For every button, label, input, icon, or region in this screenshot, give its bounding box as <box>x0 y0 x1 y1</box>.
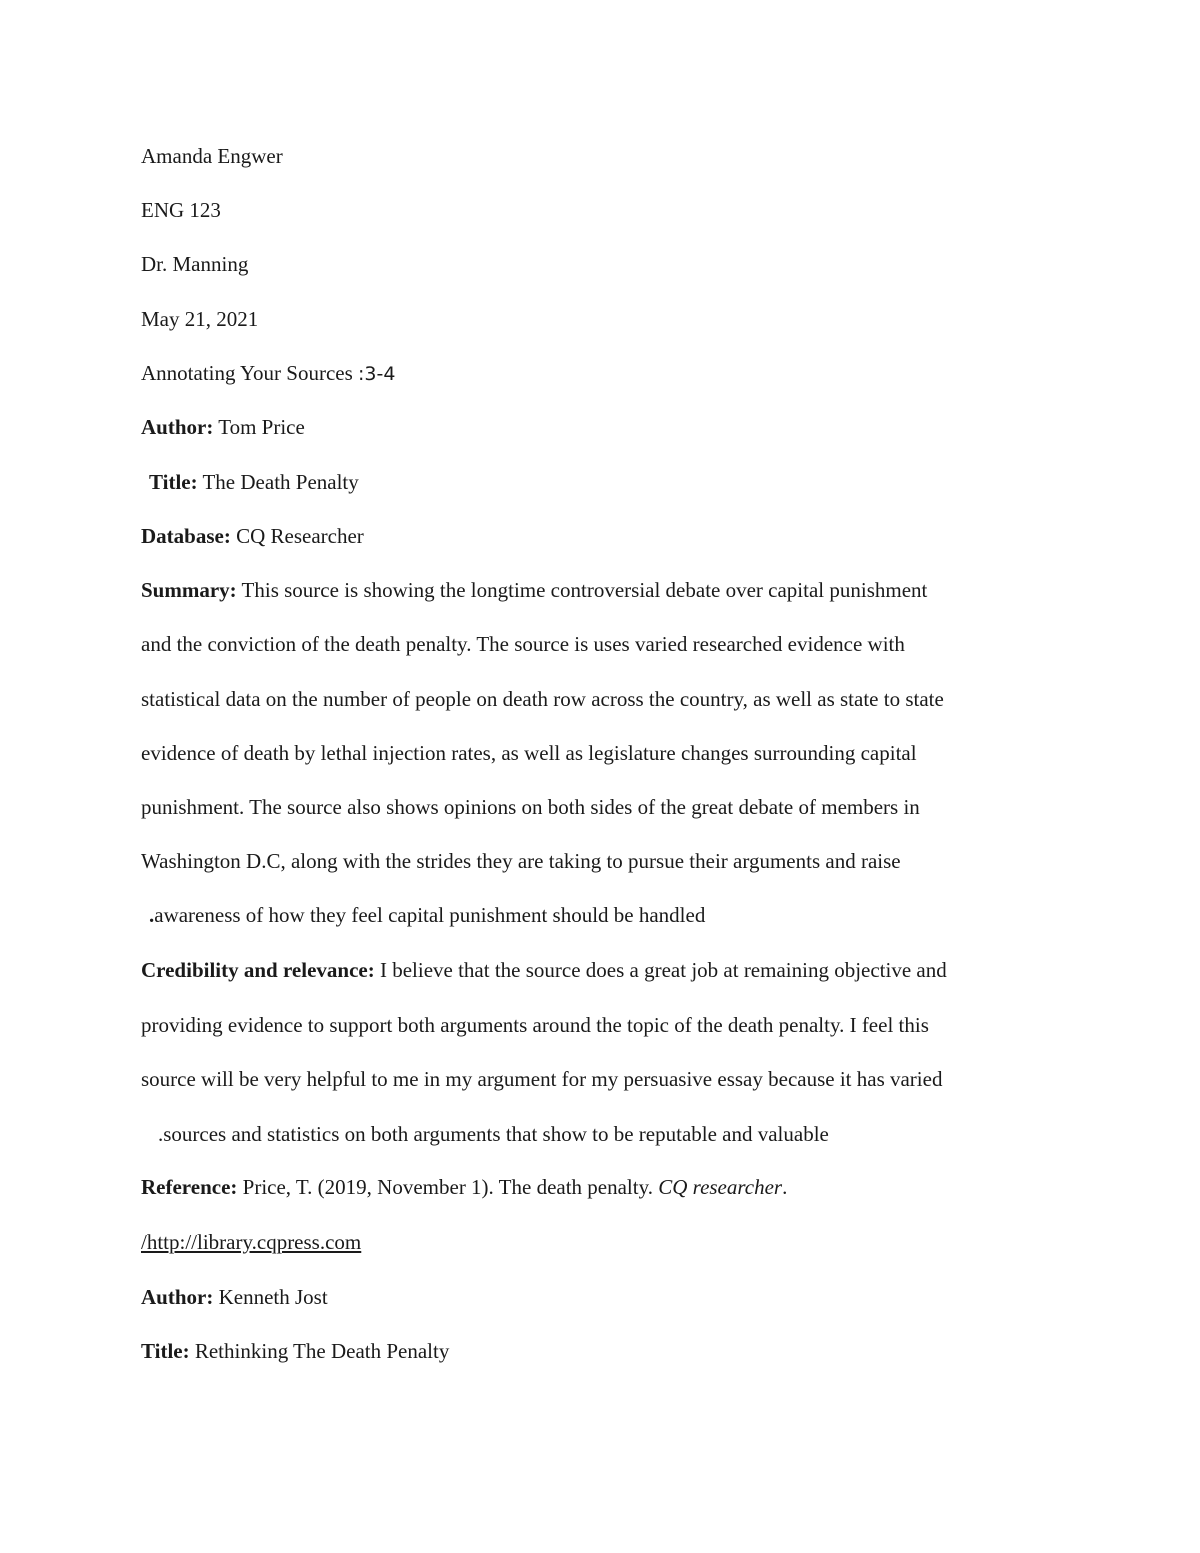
summary-line-6: Washington D.C, along with the strides they are taking to pursue their arguments and raise <box>141 849 901 873</box>
reference-label: Reference: <box>141 1175 238 1199</box>
summary-text: This source is showing the longtime controversial debate over capital punishment <box>241 578 928 602</box>
source1-database <box>141 522 364 550</box>
reference-text: Price, T. (2019, November 1). The death penalty. <box>242 1175 653 1199</box>
summary-line-2: and the conviction of the death penalty. The source is uses varied researched evidence with <box>141 632 905 656</box>
summary-last-text: awareness of how they feel capital punishment should be handled <box>154 903 706 927</box>
title-label: Title: <box>141 1339 190 1363</box>
credibility-line-1 <box>141 956 947 984</box>
author-label: Author: <box>141 1285 214 1309</box>
assignment-suffix: :3-4 <box>358 363 396 385</box>
reference-end: . <box>782 1175 788 1199</box>
credibility-text: I believe that the source does a great job at remaining objective and <box>379 958 947 982</box>
credibility-line-4: .sources and statistics on both arguments that show to be reputable and valuable <box>158 1122 829 1146</box>
reference-line <box>141 1173 787 1201</box>
reference-url-line <box>141 1228 361 1256</box>
database-label: Database: <box>141 524 231 548</box>
summary-line-7 <box>149 901 705 929</box>
student-name: Amanda Engwer <box>141 144 283 168</box>
summary-line-4: evidence of death by lethal injection rates, as well as legislature changes surrounding capital <box>141 741 917 765</box>
summary-line-3: statistical data on the number of people on death row across the country, as well as state to state <box>141 687 944 711</box>
source2-author <box>141 1283 328 1311</box>
summary-line-5: punishment. The source also shows opinions on both sides of the great debate of members in <box>141 795 920 819</box>
author-value: Tom Price <box>218 415 305 439</box>
assignment-title <box>141 359 395 388</box>
reference-journal: CQ researcher <box>658 1175 783 1199</box>
source2-title <box>141 1337 449 1365</box>
source1-author <box>141 413 305 441</box>
author-value: Kenneth Jost <box>218 1285 328 1309</box>
title-value: The Death Penalty <box>202 470 359 494</box>
course-name: ENG 123 <box>141 198 221 222</box>
assignment-title-text: Annotating Your Sources <box>141 361 353 385</box>
reference-url-link[interactable]: /http://library.cqpress.com <box>141 1230 362 1254</box>
source1-title <box>149 468 359 496</box>
author-label: Author: <box>141 415 214 439</box>
summary-label: Summary: <box>141 578 237 602</box>
instructor-name: Dr. Manning <box>141 252 249 276</box>
database-value: CQ Researcher <box>236 524 364 548</box>
summary-line-1 <box>141 576 927 604</box>
credibility-line-2: providing evidence to support both arguments around the topic of the death penalty. I feel this <box>141 1013 929 1037</box>
summary-last-dot: . <box>149 903 155 927</box>
document-date: May 21, 2021 <box>141 307 259 331</box>
title-label: Title: <box>149 470 198 494</box>
credibility-label: Credibility and relevance: <box>141 958 375 982</box>
title-value: Rethinking The Death Penalty <box>194 1339 450 1363</box>
credibility-line-3: source will be very helpful to me in my argument for my persuasive essay because it has varied <box>141 1067 943 1091</box>
